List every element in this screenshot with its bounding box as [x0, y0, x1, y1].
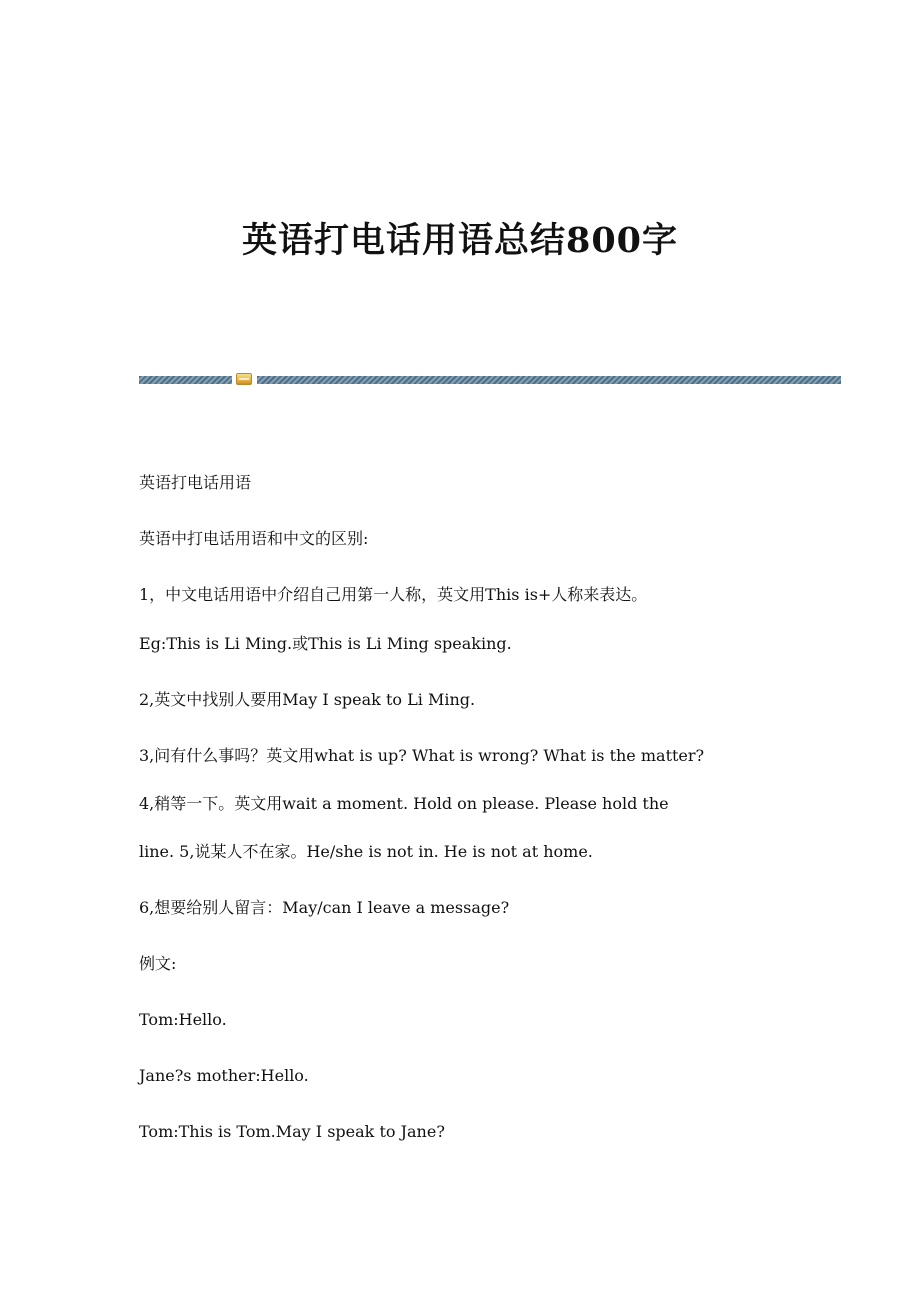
paragraph-point-6: 6,想要给别人留言：May/can I leave a message? — [139, 898, 510, 917]
dialogue-line-1: Tom:Hello. — [139, 1010, 227, 1029]
paragraph-difference-intro: 英语中打电话用语和中文的区别: — [139, 529, 369, 548]
dialogue-line-2: Jane?s mother:Hello. — [139, 1066, 309, 1085]
paragraph-example-heading: 例文: — [139, 954, 177, 973]
dialogue-line-3: Tom:This is Tom.May I speak to Jane? — [139, 1122, 445, 1141]
page-title: 英语打电话用语总结800字 — [241, 220, 679, 261]
paragraph-heading: 英语打电话用语 — [139, 473, 252, 492]
paragraph-example-1: Eg:This is Li Ming.或This is Li Ming speaking. — [139, 634, 512, 653]
paragraph-point-3: 3,问有什么事吗？英文用what is up? What is wrong? What is the matter? — [139, 746, 705, 765]
paragraph-point-1: 1，中文电话用语中介绍自己用第一人称，英文用This is+人称来表达。 — [139, 585, 648, 604]
paragraph-point-4-continued: line. 5,说某人不在家。He/she is not in. He is not at home. — [139, 842, 593, 861]
divider-ornament-icon — [236, 373, 252, 385]
paragraph-point-2: 2,英文中找别人要用May I speak to Li Ming. — [139, 690, 476, 709]
divider-bar-right — [257, 376, 841, 384]
divider-bar-left — [139, 376, 232, 384]
paragraph-point-4: 4,稍等一下。英文用wait a moment. Hold on please. Please hold the — [139, 794, 669, 813]
title-divider — [139, 376, 841, 384]
